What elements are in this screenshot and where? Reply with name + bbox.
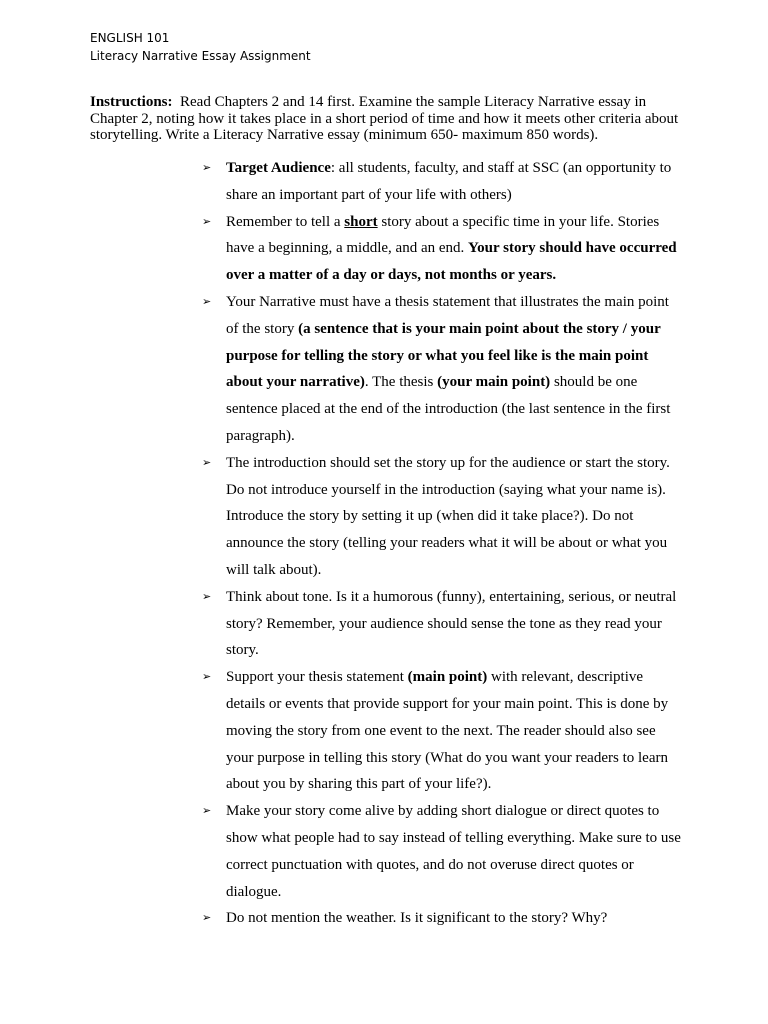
instructions-label: Instructions: [90, 94, 173, 110]
arrow-bullet-icon: ➢ [202, 294, 212, 308]
list-item-text: with relevant, descriptive details or events that provide support for your main point. This is done by moving the story from one event to the next. The reader should also see your purpose in telling this story (What do you want your readers to learn about you by sharing this part of your life?). [226, 669, 669, 793]
list-item-text: Support your thesis statement [226, 669, 408, 686]
list-item-text: story about a specific time in your life. Stories have a beginning, a middle, and an end. [226, 213, 660, 257]
arrow-bullet-icon: ➢ [202, 589, 212, 603]
arrow-bullet-icon: ➢ [202, 804, 212, 818]
list-item-text: Think about tone. Is it a humorous (funny), entertaining, serious, or neutral story? Remember, your audience should sense the tone as they read your story. [226, 588, 677, 659]
list-item [202, 584, 682, 664]
list-item-text: . The thesis [364, 374, 438, 391]
arrow-bullet-icon: ➢ [202, 161, 212, 174]
assignment-title: Literacy Narrative Essay Assignment [90, 49, 311, 63]
list-item-text: : all students, faculty, and staff at SSC (an opportunity to share an important part of your life with others) [226, 160, 672, 203]
arrow-bullet-icon: ➢ [202, 455, 212, 469]
list-item [202, 905, 682, 932]
emphasis-short: short [344, 213, 378, 230]
list-item-text: Remember to tell a [226, 213, 345, 230]
list-item-emphasis: (your main point) [437, 374, 551, 391]
list-item [202, 450, 682, 584]
list-item [202, 664, 682, 798]
document-header [90, 29, 311, 65]
list-item-text: Make your story come alive by adding short dialogue or direct quotes to show what people had to say instead of telling everything. Make sure to use correct punctuation with quotes, and do not overuse direct quotes or dialogue. [226, 803, 681, 900]
list-item-emphasis: Your story should have occurred over a matter of a day or days, not months or years. [226, 240, 677, 284]
requirements-list [202, 155, 682, 932]
list-item-text: Do not mention the weather. Is it significant to the story? Why? [226, 910, 608, 927]
list-item-text: should be one sentence placed at the end of the introduction (the last sentence in the first paragraph). [226, 374, 671, 444]
instructions-paragraph [90, 94, 680, 144]
list-item-emphasis: (a sentence that is your main point about the story / your purpose for telling the story or what you feel like is the main point about your narrative) [226, 320, 661, 391]
course-title: ENGLISH 101 [90, 31, 170, 45]
arrow-bullet-icon: ➢ [202, 670, 212, 684]
list-item [202, 798, 682, 905]
list-item [202, 155, 682, 209]
list-item [202, 209, 682, 289]
list-item [202, 289, 682, 450]
arrow-bullet-icon: ➢ [202, 214, 212, 228]
list-item-text: Your Narrative must have a thesis statement that illustrates the main point of the story [226, 293, 669, 337]
arrow-bullet-icon: ➢ [202, 911, 212, 925]
instructions-text: Read Chapters 2 and 14 first. Examine the sample Literacy Narrative essay in Chapter 2, noting how it takes place in a short period of time and how it meets other criteria about storytelling. Write a Literacy Narrative essay (minimum 650- maximum 850 words). [90, 94, 679, 143]
list-item-text: The introduction should set the story up for the audience or start the story. Do not introduce yourself in the introduction (saying what your name is). Introduce the story by setting it up (when did it take place?). Do not announce the story (telling your readers what it will be about or what you will talk about). [226, 454, 670, 578]
audience-label: Target Audience [226, 160, 331, 176]
list-item-emphasis: (main point) [407, 669, 488, 686]
